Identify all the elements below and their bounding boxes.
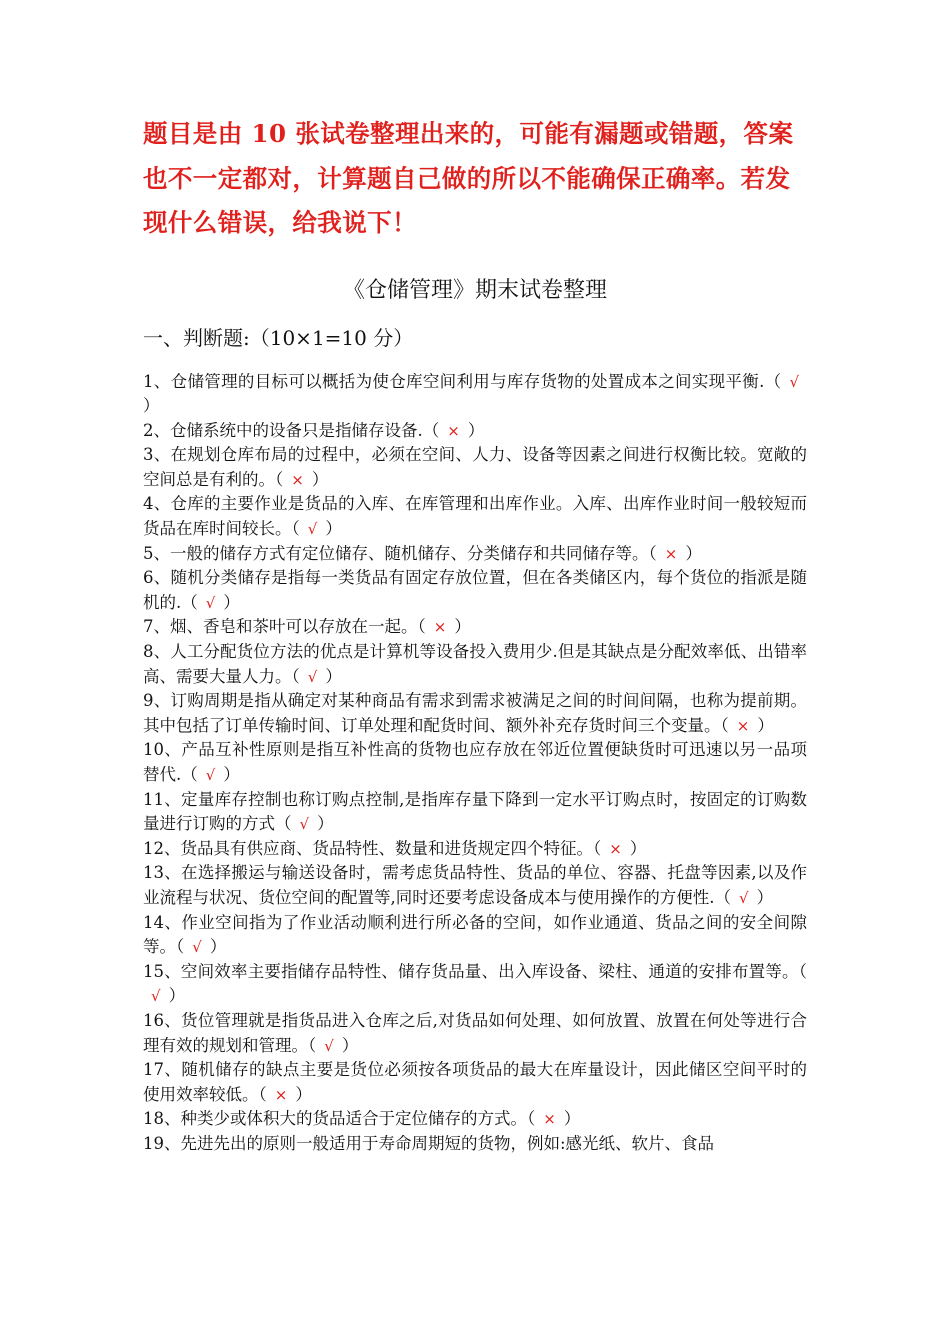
question-item (143, 443, 807, 492)
answer-paren-close: ） (685, 543, 702, 563)
page-title: 《仓储管理》期末试卷整理 (342, 277, 607, 303)
question-item (143, 738, 807, 787)
question-number: 15、 (143, 961, 181, 981)
question-text: 烟、香皂和茶叶可以存放在一起。 (170, 617, 418, 637)
question-number: 14、 (143, 912, 182, 932)
check-mark-icon: √ (205, 593, 216, 612)
question-item (143, 837, 807, 862)
check-mark-icon: √ (192, 938, 202, 957)
question-number: 9、 (143, 691, 171, 711)
question-item (143, 788, 807, 837)
question-number: 18、 (143, 1109, 181, 1129)
question-number: 13、 (143, 863, 182, 883)
cross-mark-icon: × (543, 1110, 556, 1129)
question-item (143, 689, 807, 738)
question-number: 7、 (143, 617, 170, 637)
question-item (143, 960, 807, 1009)
question-item (143, 542, 807, 567)
question-text: 随机分类储存是指每一类货品有固定存放位置，但在各类储区内，每个货位的指派是随机的. (143, 568, 808, 612)
answer-paren-open: （ (308, 1035, 317, 1055)
check-mark-icon: √ (299, 815, 310, 834)
question-number: 6、 (143, 568, 171, 588)
question-text: 产品互补性原则是指互补性高的货物也应存放在邻近位置便缺货时可迅速以另一品项替代. (143, 740, 808, 784)
cross-mark-icon: × (274, 1085, 288, 1104)
check-mark-icon: √ (324, 1036, 334, 1055)
answer-paren-open: （ (798, 961, 808, 981)
question-number: 19、 (143, 1133, 181, 1153)
answer-paren-close: ） (563, 1109, 581, 1129)
answer-paren-close: ） (467, 420, 485, 440)
answer-paren-open: （ (291, 519, 300, 539)
question-number: 2、 (143, 420, 170, 440)
question-number: 12、 (143, 838, 181, 858)
answer-paren-close: ） (143, 396, 160, 416)
question-text: 空间效率主要指储存品特性、储存货品量、出入库设备、梁柱、通道的安排布置等。 (180, 961, 799, 981)
answer-paren-close: ） (341, 1035, 359, 1055)
question-list (143, 370, 807, 1157)
question-text: 订购周期是指从确定对某种商品有需求到需求被满足之间的时间间隔，也称为提前期。其中包括了订单传输时间、订单处理和配货时间、额外补充存货时间三个变量。 (143, 691, 808, 735)
answer-paren-close: ） (325, 519, 342, 539)
answer-paren-open: （ (720, 715, 729, 735)
answer-paren-open: （ (275, 469, 284, 489)
question-text: 随机储存的缺点主要是货位必须按各项货品的最大在库量设计，因此储区空间平时的使用效率较低。 (143, 1060, 808, 1104)
answer-paren-open: （ (422, 420, 440, 440)
answer-paren-close: ） (454, 617, 471, 637)
check-mark-icon: √ (307, 520, 318, 539)
question-text: 先进先出的原则一般适用于寿命周期短的货物，例如:感光纸、软片、食品 (180, 1133, 715, 1153)
answer-paren-open: （ (417, 617, 426, 637)
question-number: 17、 (143, 1060, 182, 1080)
question-number: 5、 (143, 543, 170, 563)
answer-paren-close: ） (311, 469, 329, 489)
question-item (143, 419, 807, 444)
answer-paren-open: （ (648, 543, 657, 563)
answer-paren-open: （ (527, 1109, 536, 1129)
question-item (143, 640, 807, 689)
question-item (143, 911, 807, 960)
section-heading: 一、判断题:（10×1=10 分） (143, 325, 414, 350)
disclaimer-notice: 题目是由 10 张试卷整理出来的，可能有漏题或错题，答案也不一定都对，计算题自己做的所以不能确保正确率。若发现什么错误，给我说下！ (143, 119, 794, 237)
question-item (143, 1107, 807, 1132)
answer-paren-open: （ (764, 371, 782, 391)
question-item (143, 492, 807, 541)
question-item (143, 615, 807, 640)
answer-paren-open: （ (181, 765, 198, 784)
cross-mark-icon: × (609, 839, 622, 858)
question-text: 仓库的主要作业是货品的入库、在库管理和出库作业。入库、出库作业时间一般较短而货品在库时间较长。 (143, 494, 808, 539)
check-mark-icon: √ (205, 766, 216, 784)
cross-mark-icon: × (433, 618, 447, 637)
cross-mark-icon: × (291, 470, 304, 489)
cross-mark-icon: × (664, 544, 678, 563)
answer-paren-open: （ (593, 838, 602, 858)
answer-paren-close: ） (209, 937, 227, 957)
question-text: 种类少或体积大的货品适合于定位储存的方式。 (180, 1109, 527, 1129)
question-number: 10、 (143, 740, 182, 760)
answer-paren-close: ） (757, 715, 774, 735)
answer-paren-close: ） (223, 592, 240, 612)
question-text: 货品具有供应商、货品特性、数量和进货规定四个特征。 (180, 838, 593, 858)
question-item (143, 861, 807, 910)
cross-mark-icon: × (447, 421, 460, 440)
question-item (143, 566, 807, 615)
question-number: 16、 (143, 1010, 182, 1030)
answer-paren-open: （ (258, 1084, 267, 1104)
question-text: 作业空间指为了作业活动顺利进行所必备的空间，如作业通道、货品之间的安全间隙等。 (143, 912, 808, 957)
answer-paren-open: （ (176, 937, 185, 957)
question-number: 4、 (143, 494, 171, 514)
answer-paren-close: ） (295, 1084, 312, 1104)
answer-paren-open: （ (275, 814, 292, 834)
question-text: 在规划仓库布局的过程中，必须在空间、人力、设备等因素之间进行权衡比较。宽敞的空间总是有利的。 (143, 445, 808, 489)
answer-paren-close: ） (168, 986, 186, 1006)
answer-paren-open: （ (714, 887, 731, 907)
question-item (143, 1058, 807, 1107)
answer-paren-open: （ (181, 592, 198, 612)
question-text: 在选择搬运与输送设备时，需考虑货品特性、货品的单位、容器、托盘等因素,以及作业流程与状况、货位空间的配置等,同时还要考虑设备成本与使用操作的方便性. (143, 863, 807, 907)
question-text: 仓储系统中的设备只是指储存设备. (170, 420, 423, 440)
cross-mark-icon: × (736, 716, 750, 735)
check-mark-icon: √ (151, 987, 161, 1006)
check-mark-icon: √ (307, 667, 318, 686)
answer-paren-close: ） (325, 666, 342, 686)
answer-paren-close: ） (629, 838, 647, 858)
question-number: 8、 (143, 642, 171, 662)
question-text: 人工分配货位方法的优点是计算机等设备投入费用少.但是其缺点是分配效率低、出错率高、需要大量人力。 (143, 642, 808, 686)
question-number: 1、 (143, 371, 171, 391)
question-text: 货位管理就是指货品进入仓库之后,对货品如何处理、如何放置、放置在何处等进行合理有效的规划和管理。 (143, 1010, 807, 1055)
answer-paren-close: ） (756, 887, 774, 907)
check-mark-icon: √ (739, 888, 749, 907)
question-text: 仓储管理的目标可以概括为使仓库空间利用与库存货物的处置成本之间实现平衡. (170, 371, 765, 391)
question-item (143, 1009, 807, 1058)
question-number: 11、 (143, 789, 182, 809)
question-text: 一般的储存方式有定位储存、随机储存、分类储存和共同储存等。 (170, 543, 649, 563)
answer-paren-close: ） (317, 814, 334, 834)
question-text: 定量库存控制也称订购点控制,是指库存量下降到一定水平订购点时，按固定的订购数量进行订购的方式 (143, 789, 807, 834)
answer-paren-open: （ (291, 666, 300, 686)
question-item (143, 370, 807, 419)
check-mark-icon: √ (789, 372, 799, 391)
question-number: 3、 (143, 445, 171, 465)
question-item (143, 1132, 807, 1157)
answer-paren-close: ） (223, 765, 240, 784)
